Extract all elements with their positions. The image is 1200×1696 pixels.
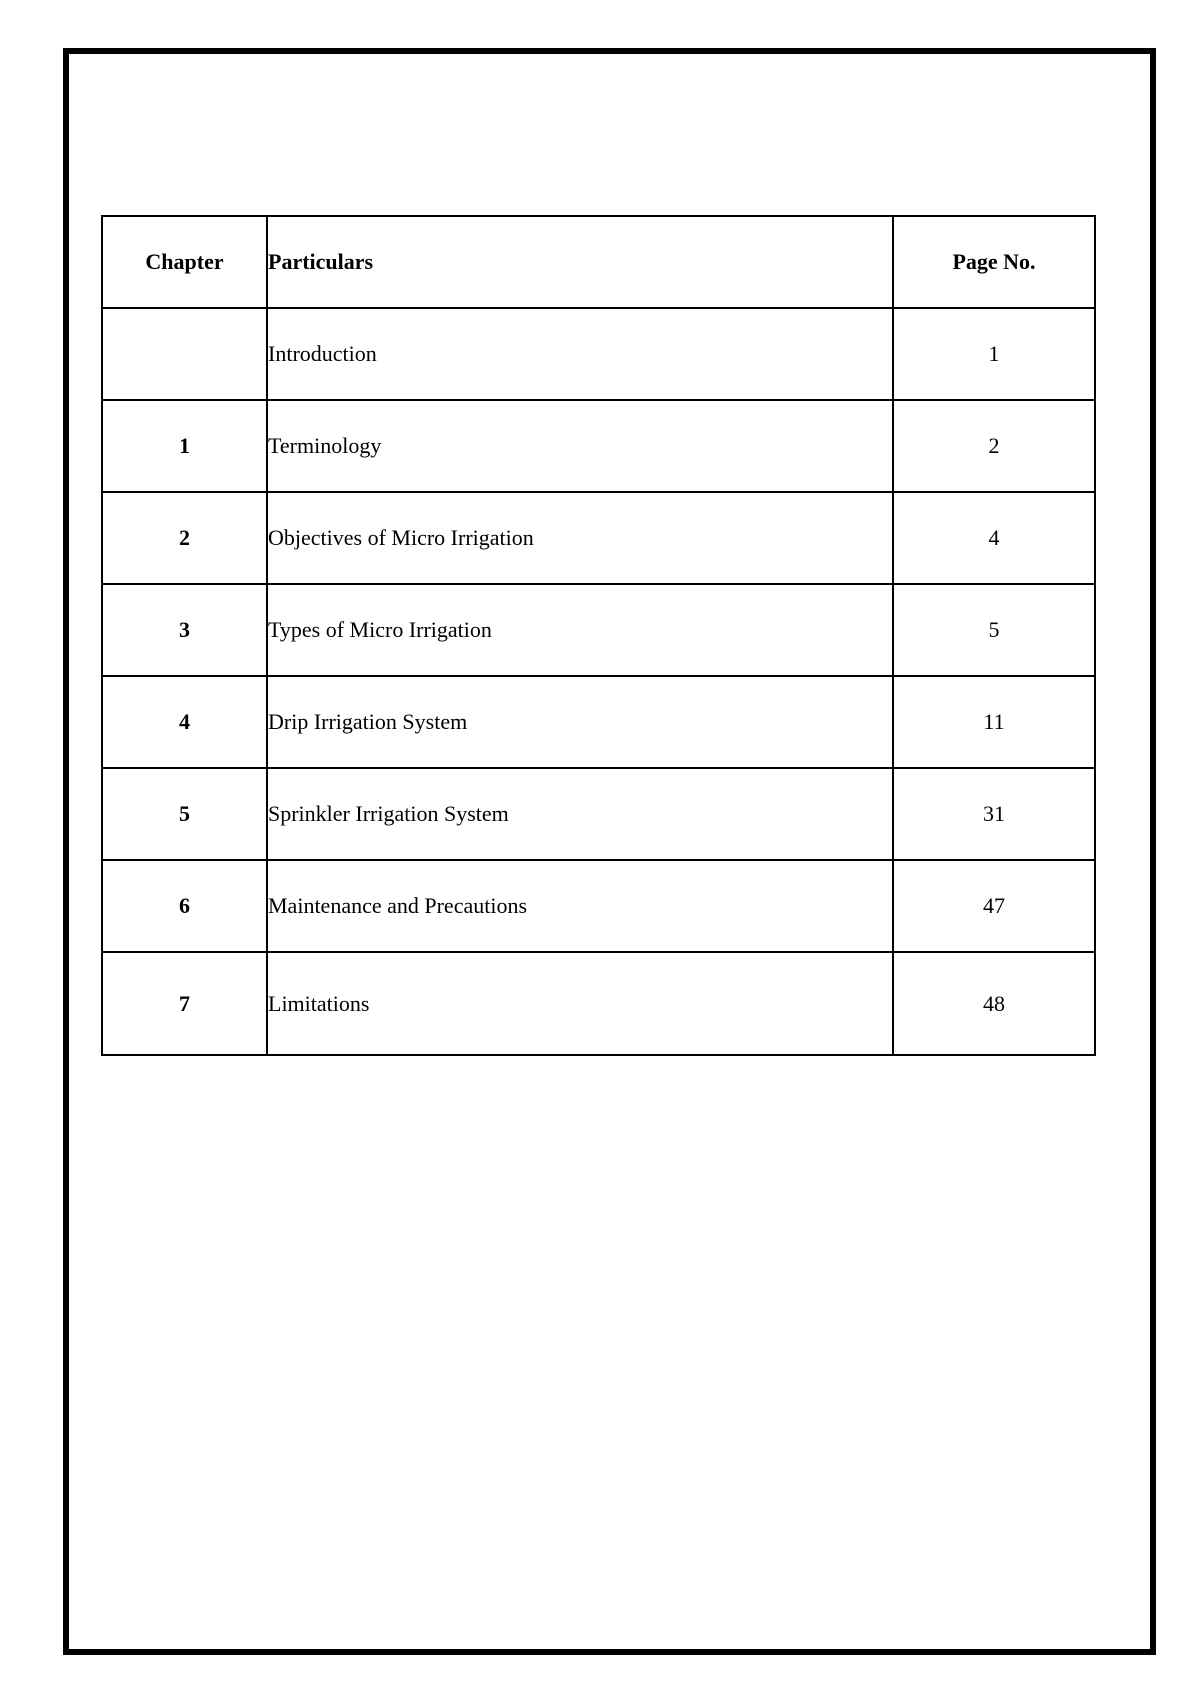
page-number: 11 <box>893 676 1095 768</box>
table-of-contents <box>101 215 1096 1056</box>
chapter-title: Drip Irrigation System <box>267 676 893 768</box>
table-row <box>102 308 1095 400</box>
table-row <box>102 400 1095 492</box>
table-header-row <box>102 216 1095 308</box>
page-number: 5 <box>893 584 1095 676</box>
page-number: 47 <box>893 860 1095 952</box>
chapter-number: 1 <box>102 400 267 492</box>
table-row <box>102 860 1095 952</box>
chapter-number: 6 <box>102 860 267 952</box>
table-row <box>102 768 1095 860</box>
chapter-number: 3 <box>102 584 267 676</box>
page-number: 4 <box>893 492 1095 584</box>
table-row <box>102 492 1095 584</box>
chapter-number: 2 <box>102 492 267 584</box>
chapter-number: 7 <box>102 952 267 1055</box>
chapter-title: Sprinkler Irrigation System <box>267 768 893 860</box>
chapter-title: Types of Micro Irrigation <box>267 584 893 676</box>
table-row <box>102 676 1095 768</box>
page-number: 2 <box>893 400 1095 492</box>
table-row <box>102 952 1095 1055</box>
page-number: 48 <box>893 952 1095 1055</box>
chapter-title: Introduction <box>267 308 893 400</box>
page-number: 31 <box>893 768 1095 860</box>
chapter-number: 4 <box>102 676 267 768</box>
table-row <box>102 584 1095 676</box>
chapter-title: Objectives of Micro Irrigation <box>267 492 893 584</box>
header-page-no: Page No. <box>893 216 1095 308</box>
chapter-title: Maintenance and Precautions <box>267 860 893 952</box>
header-chapter: Chapter <box>102 216 267 308</box>
chapter-title: Limitations <box>267 952 893 1055</box>
chapter-number <box>102 308 267 400</box>
chapter-number: 5 <box>102 768 267 860</box>
header-particulars: Particulars <box>267 216 893 308</box>
chapter-title: Terminology <box>267 400 893 492</box>
page-number: 1 <box>893 308 1095 400</box>
